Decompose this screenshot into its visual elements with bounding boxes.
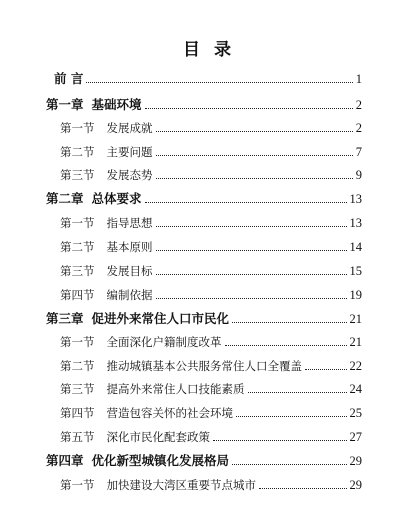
entry-label: 促进外来常住人口市民化	[91, 311, 230, 326]
entry-number: 第四节	[60, 406, 95, 420]
dot-leader	[236, 415, 347, 417]
entry-number: 第三节	[60, 264, 95, 278]
toc-entry-section[interactable]	[60, 476, 362, 492]
entry-page: 29	[349, 478, 362, 492]
dot-leader	[305, 368, 347, 370]
entry-label: 深化市民化配套政策	[106, 430, 210, 444]
entry-number: 第一节	[60, 335, 95, 349]
entry-number: 第一章	[46, 97, 84, 112]
entry-label: 优化新型城镇化发展格局	[91, 453, 230, 468]
toc-entry-section[interactable]	[60, 357, 362, 373]
entry-label: 全面深化户籍制度改革	[106, 335, 222, 349]
entry-page: 24	[349, 382, 362, 396]
toc-entry-chapter-1[interactable]	[46, 96, 362, 112]
dot-leader	[232, 463, 346, 465]
entry-page: 27	[349, 430, 362, 444]
entry-number: 第一节	[60, 478, 95, 492]
toc-entry-preface[interactable]	[46, 70, 362, 86]
entry-page: 19	[349, 288, 362, 302]
entry-label: 营造包容关怀的社会环境	[106, 406, 233, 420]
dot-leader	[145, 201, 347, 203]
toc-entry-section[interactable]	[60, 428, 362, 444]
entry-number: 第二节	[60, 145, 95, 159]
entry-label: 发展目标	[106, 264, 153, 278]
toc-title: 目录	[183, 40, 245, 60]
toc-entry-section[interactable]	[60, 119, 362, 135]
entry-page: 15	[349, 264, 362, 278]
entry-label: 基础环境	[91, 97, 142, 112]
toc-entry-section[interactable]	[60, 404, 362, 420]
entry-page: 9	[355, 168, 362, 182]
toc-entry-section[interactable]	[60, 214, 362, 230]
entry-label: 主要问题	[106, 145, 153, 159]
entry-page: 13	[349, 192, 362, 206]
entry-number: 第三章	[46, 311, 84, 326]
entry-page: 14	[349, 240, 362, 254]
entry-number: 第一节	[60, 216, 95, 230]
dot-leader	[156, 249, 347, 251]
entry-number: 第二章	[46, 191, 84, 206]
entry-page: 1	[355, 72, 362, 86]
dot-leader	[259, 487, 347, 489]
entry-page: 13	[349, 216, 362, 230]
entry-label: 发展态势	[106, 168, 153, 182]
dot-leader	[213, 439, 347, 441]
entry-number: 第三节	[60, 382, 95, 396]
toc-entry-section[interactable]	[60, 143, 362, 159]
entry-page: 7	[355, 145, 362, 159]
entry-page: 25	[349, 406, 362, 420]
dot-leader	[225, 344, 347, 346]
dot-leader	[232, 321, 346, 323]
entry-number: 第三节	[60, 168, 95, 182]
entry-label: 前 言	[54, 71, 84, 86]
entry-page: 2	[355, 98, 362, 112]
entry-page: 29	[349, 454, 362, 468]
entry-number: 第四节	[60, 288, 95, 302]
entry-number: 第四章	[46, 453, 84, 468]
entry-label: 推动城镇基本公共服务常住人口全覆盖	[106, 359, 302, 373]
dot-leader	[248, 391, 347, 393]
entry-number: 第二节	[60, 240, 95, 254]
toc-entry-section[interactable]	[60, 380, 362, 396]
entry-page: 21	[349, 335, 362, 349]
dot-leader	[145, 107, 353, 109]
toc-entry-section[interactable]	[60, 286, 362, 302]
entry-number: 第五节	[60, 430, 95, 444]
toc-entry-chapter-2[interactable]	[46, 190, 362, 206]
dot-leader	[156, 297, 347, 299]
entry-label: 总体要求	[91, 191, 142, 206]
toc-entry-section[interactable]	[60, 262, 362, 278]
entry-number: 第二节	[60, 359, 95, 373]
toc-entry-chapter-3[interactable]	[46, 310, 362, 326]
entry-label: 提高外来常住人口技能素质	[106, 382, 245, 396]
entry-label: 基本原则	[106, 240, 153, 254]
entry-label: 编制依据	[106, 288, 153, 302]
dot-leader	[156, 130, 353, 132]
entry-label: 发展成就	[106, 121, 153, 135]
dot-leader	[156, 273, 347, 275]
dot-leader	[156, 177, 353, 179]
entry-label: 加快建设大湾区重要节点城市	[106, 478, 256, 492]
toc-entry-section[interactable]	[60, 166, 362, 182]
dot-leader	[156, 154, 353, 156]
dot-leader	[86, 81, 352, 83]
entry-number: 第一节	[60, 121, 95, 135]
toc-entry-section[interactable]	[60, 238, 362, 254]
toc-entry-section[interactable]	[60, 333, 362, 349]
entry-page: 2	[355, 121, 362, 135]
dot-leader	[156, 225, 347, 227]
entry-label: 指导思想	[106, 216, 153, 230]
entry-page: 21	[349, 312, 362, 326]
toc-entry-chapter-4[interactable]	[46, 452, 362, 468]
entry-page: 22	[349, 359, 362, 373]
